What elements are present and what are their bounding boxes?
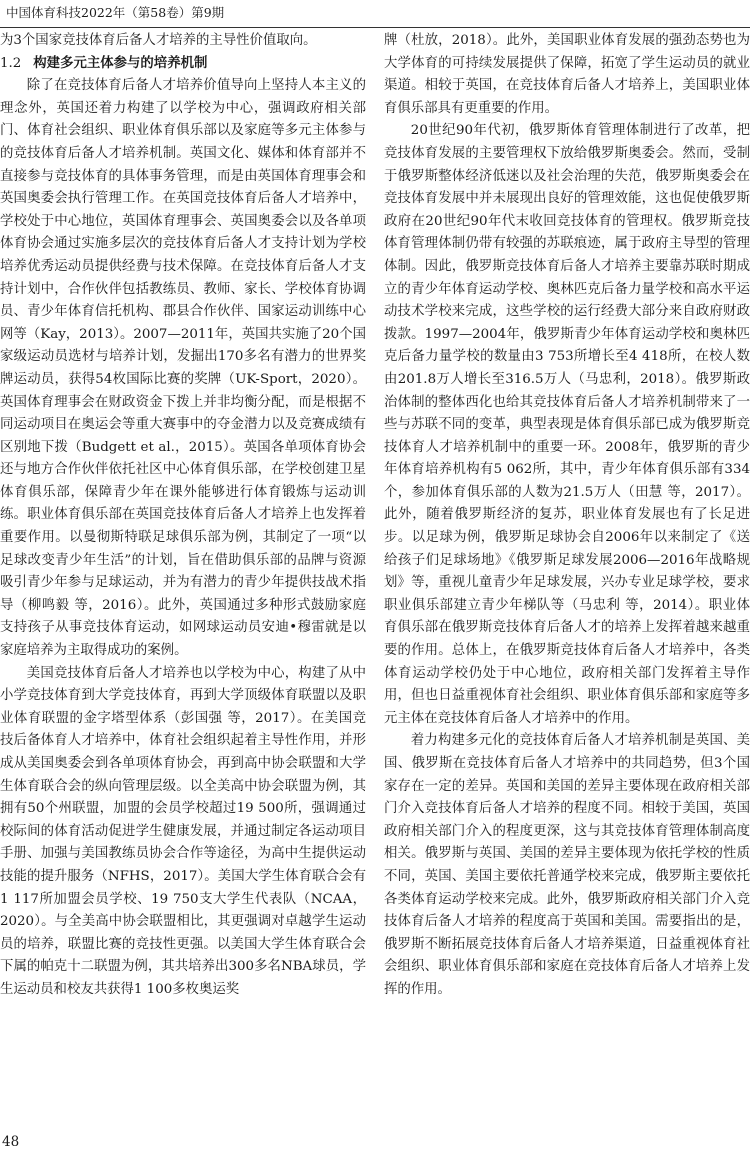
page-number: 48 xyxy=(2,1134,20,1150)
journal-title: 中国体育科技2022年（第58卷）第9期 xyxy=(6,5,225,20)
header-rule xyxy=(0,27,750,28)
paragraph-russia: 20世纪90年代初，俄罗斯体育管理体制进行了改革，把竞技体育发展的主要管理权下放给俄罗斯奥委会。然而，受制于俄罗斯整体经济低迷以及社会治理的失范，俄罗斯奥委会在竞技体育发展中并未展现出良好的管理效能，这也促使俄罗斯政府在20世纪90年代末收回竞技体育的管理权。俄罗斯竞技体育管理体制仍带有较强的苏联痕迹，属于政府主导型的管理体制。因此，俄罗斯竞技体育后备人才培养主要靠苏联时期成立的青少年体育运动学校、奥林匹克后备力量学校和高水平运动技术学校来完成，这些学校的运行经费大部分来自政府财政拨款。1997—2004年，俄罗斯青少年体育运动学校和奥林匹克后备力量学校的数量由3 753所增长至4 418所，在校人数由201.8万人增长至316.5万人（马忠利，2018）。俄罗斯政治体制的整体西化也给其竞技体育后备人才培养机制带来了一些与苏联不同的变革，典型表现是体育俱乐部已成为俄罗斯竞技体育人才培养机制中的重要一环。2008年，俄罗斯的青少年体育培养机构有5 062所，其中，青少年体育俱乐部有334个，参加体育俱乐部的人数为21.5万人（田慧 等，2017）。此外，随着俄罗斯经济的复苏，职业体育发展也有了长足进步。以足球为例，俄罗斯足球协会自2006年以来制定了《送给孩子们足球场地》《俄罗斯足球发展2006—2016年战略规划》等，重视儿童青少年足球发展，兴办专业足球学校，要求职业俱乐部建立青少年梯队等（马忠利 等，2014）。职业体育俱乐部在俄罗斯竞技体育后备人才的培养上发挥着越来越重要的作用。总体上，在俄罗斯竞技体育后备人才培养中，各类体育运动学校仍处于中心地位，政府相关部门发挥着主导作用，但也日益重视体育社会组织、职业体育俱乐部和家庭等多元主体在竞技体育后备人才培养中的作用。 xyxy=(384,123,750,726)
lead-sentence: 为3个国家竞技体育后备人才培养的主导性价值取向。 xyxy=(0,33,317,48)
paragraph-comparison: 着力构建多元化的竞技体育后备人才培养机制是英国、美国、俄罗斯在竞技体育后备人才培养中的共同趋势，但3个国家存在一定的差异。英国和美国的差异主要体现在政府相关部门介入竞技体育后备人才培养的程度不同。相较于美国，英国政府相关部门介入的程度更深，这与其竞技体育管理体制高度相关。俄罗斯与英国、美国的差异主要体现为依托学校的性质不同，英国、美国主要依托普通学校来完成，俄罗斯主要依托各类体育运动学校来完成。此外，俄罗斯政府相关部门介入竞技体育后备人才培养的程度高于英国和美国。需要指出的是，俄罗斯不断拓展竞技体育后备人才培养渠道，日益重视体育社会组织、职业体育俱乐部和家庭在竞技体育后备人才培养上发挥的作用。 xyxy=(384,733,750,997)
paragraph-us: 美国竞技体育后备人才培养也以学校为中心，构建了从中小学竞技体育到大学竞技体育，再到大学顶级体育联盟以及职业体育联盟的金字塔型体系（彭国强 等，2017）。在美国竞技后备体育人才培养中，体育社会组织起着主导性作用，并形成从美国奥委会到各单项体育协会，再到高中协会联盟和大学生体育联合会的纵向管理层级。以全美高中协会联盟为例，其拥有50个州联盟，加盟的会员学校超过19 500所，强调通过校际间的体育活动促进学生健康发展，并通过制定各运动项目手册、加强与美国教练员协会合作等途径，为高中生提供运动技能的提升服务（NFHS，2017）。美国大学生体育联合会有1 117所加盟会员学校、19 750支大学生代表队（NCAA，2020）。与全美高中协会联盟相比，其更强调对卓越学生运动员的培养，联盟比赛的竞技性更强。以美国大学生体育联合会下属的帕克十二联盟为例，其共培养出300多名NBA球员，学生运动员和校友共获得1 100多枚奥运奖 xyxy=(0,665,366,997)
paragraph-us-continued: 牌（杜放，2018）。此外，美国职业体育发展的强劲态势也为大学体育的可持续发展提供了保障，拓宽了学生运动员的就业渠道。相较于英国，在竞技体育后备人才培养上，美国职业体育俱乐部具有更重要的作用。 xyxy=(384,33,750,116)
paragraph-uk: 除了在竞技体育后备人才培养价值导向上坚持人本主义的理念外，英国还着力构建了以学校为中心，强调政府相关部门、体育社会组织、职业体育俱乐部以及家庭等多元主体参与的竞技体育后备人才培养机制。英国文化、媒体和体育部并不直接参与竞技体育的具体事务管理，而是由英国体育理事会和英国奥委会执行管理工作。在英国竞技体育后备人才培养中，学校处于中心地位，英国体育理事会、英国奥委会以及各单项体育协会通过实施多层次的竞技体育后备人才支持计划为学校培养优秀运动员提供经费与技术保障。在竞技体育后备人才支持计划中，合作伙伴包括教练员、教师、家长、学校体育协调员、青少年体育信托机构、郡县合作伙伴、国家运动训练中心网等（Kay，2013）。2007—2011年，英国共实施了20个国家级运动员选材与培养计划，发掘出170多名有潜力的世界奖牌运动员，获得54枚国际比赛的奖牌（UK-Sport，2020）。英国体育理事会在财政资金下拨上并非均衡分配，而是根据不同运动项目在奥运会等重大赛事中的夺金潜力以及竞赛成绩有区别地下拨（Budgett et al.，2015）。英国各单项体育协会还与地方合作伙伴依托社区中心体育俱乐部，在学校创建卫星体育俱乐部，保障青少年在课外能够进行体育锻炼与运动训练。职业体育俱乐部在英国竞技体育后备人才培养上也发挥着重要作用。以曼彻斯特联足球俱乐部为例，其制定了一项“以足球改变青少年生活”的计划，旨在借助俱乐部的品牌与资源吸引青少年参与足球运动，并为有潜力的青少年提供技战术指导（柳鸣毅 等，2016）。此外，英国通过多种形式鼓励家庭支持孩子从事竞技体育运动，如网球运动员安迪•穆雷就是以家庭培养为主取得成功的案例。 xyxy=(0,78,366,659)
right-column xyxy=(384,30,750,1130)
running-header xyxy=(0,4,750,22)
section-heading xyxy=(0,53,366,76)
left-column xyxy=(0,30,366,1130)
section-title: 构建多元主体参与的培养机制 xyxy=(33,55,208,71)
section-number: 1.2 xyxy=(0,55,22,71)
